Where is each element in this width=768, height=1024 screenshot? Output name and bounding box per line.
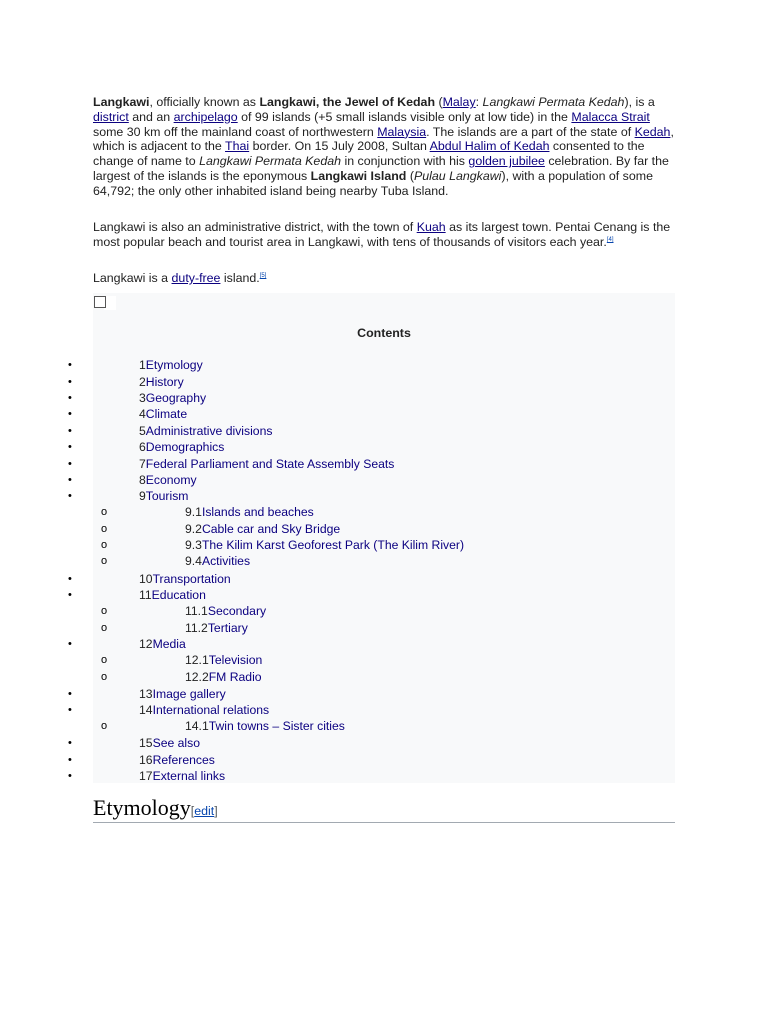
toc-number: 9.4 xyxy=(185,554,202,568)
toc-bullet: • xyxy=(68,359,72,371)
toc-label: Tourism xyxy=(145,489,189,503)
toc-number: 14 xyxy=(139,703,153,717)
toc-label: Etymology xyxy=(145,358,203,372)
toc-label: Federal Parliament and State Assembly Seats xyxy=(145,457,395,471)
toc-bullet: • xyxy=(68,737,72,749)
toc-number: 11.2 xyxy=(185,621,208,635)
toc-sub-bullet: o xyxy=(101,720,108,732)
toc-number: 16 xyxy=(139,753,153,767)
toc-bullet: • xyxy=(68,490,72,502)
section-title: Etymology xyxy=(93,795,191,820)
toc-section-link[interactable] xyxy=(139,571,231,587)
article-title-bold: Langkawi xyxy=(93,95,150,109)
malaysia-link[interactable]: Malaysia xyxy=(377,124,427,139)
toc-number: 11.1 xyxy=(185,604,208,618)
malay-name: Langkawi Permata Kedah xyxy=(482,95,625,109)
toc-label: References xyxy=(152,753,215,767)
toc-subsection-link[interactable] xyxy=(185,553,250,569)
toc-number: 9 xyxy=(139,489,146,503)
toc-number: 15 xyxy=(139,736,153,750)
toc-number: 1 xyxy=(139,358,146,372)
toc-label: Climate xyxy=(145,407,188,421)
reference-5-link[interactable]: [5] xyxy=(259,272,267,279)
toc-number: 14.1 xyxy=(185,719,209,733)
toc-bullet: • xyxy=(68,573,72,585)
toc-section-link[interactable] xyxy=(139,752,215,768)
district-paragraph: Langkawi is also an administrative district, with the town of Kuah as its largest town. Pentai Cenang is the most popular beach and tourist area in Langkawi, with tens of thousands of visitors each year.[4] xyxy=(93,220,671,249)
section-heading-etymology: Etymology[edit] xyxy=(93,795,675,823)
duty-free-paragraph: Langkawi is a duty-free island.[5] xyxy=(93,271,267,285)
toc-sub-bullet: o xyxy=(101,555,108,567)
toc-label: The Kilim Karst Geoforest Park (The Kilim River) xyxy=(201,538,465,552)
toc-title: Contents xyxy=(357,326,411,340)
toc-label: Twin towns – Sister cities xyxy=(208,719,345,733)
kedah-link[interactable]: Kedah xyxy=(634,124,671,139)
toc-section-link[interactable] xyxy=(139,488,188,504)
official-name: Langkawi, the Jewel of Kedah xyxy=(259,95,436,109)
toc-bullet: • xyxy=(68,688,72,700)
toc-label: Education xyxy=(151,588,206,602)
toc-subsection-link[interactable] xyxy=(185,521,340,537)
toc-section-link[interactable] xyxy=(139,472,197,488)
toc-number: 3 xyxy=(139,391,146,405)
toc-label: Demographics xyxy=(145,440,225,454)
reference-4 xyxy=(607,237,614,243)
toc-number: 2 xyxy=(139,375,146,389)
toc-label: FM Radio xyxy=(208,670,262,684)
toc-section-link[interactable] xyxy=(139,374,184,390)
toc-bullet: • xyxy=(68,392,72,404)
toc-section-link[interactable] xyxy=(139,406,187,422)
toc-sub-bullet: o xyxy=(101,654,108,666)
toc-label: Tertiary xyxy=(207,621,248,635)
toc-sub-bullet: o xyxy=(101,605,108,617)
toc-label: Secondary xyxy=(207,604,267,618)
toc-bullet: • xyxy=(68,638,72,650)
toc-sub-bullet: o xyxy=(101,506,108,518)
malay-link[interactable]: Malay xyxy=(442,95,476,109)
toc-label: Image gallery xyxy=(152,687,226,701)
toc-number: 9.3 xyxy=(185,538,202,552)
toc-subsection-link[interactable] xyxy=(185,718,345,734)
toc-sub-bullet: o xyxy=(101,671,108,683)
toc-label: International relations xyxy=(152,703,270,717)
toc-toggle-checkbox[interactable] xyxy=(94,296,106,308)
toc-sub-bullet: o xyxy=(101,622,108,634)
toc-bullet: • xyxy=(68,474,72,486)
golden-jubilee-link[interactable]: golden jubilee xyxy=(468,154,545,169)
sultan-link[interactable]: Abdul Halim of Kedah xyxy=(429,139,550,154)
pulau-name: Pulau Langkawi xyxy=(413,168,502,183)
toc-section-link[interactable] xyxy=(139,423,272,439)
toc-section-link[interactable] xyxy=(139,686,226,702)
toc-subsection-link[interactable] xyxy=(185,669,262,685)
toc-number: 8 xyxy=(139,473,146,487)
toc-label: History xyxy=(145,375,184,389)
toc-bullet: • xyxy=(68,770,72,782)
toc-label: Economy xyxy=(145,473,197,487)
malacca-strait-link[interactable]: Malacca Strait xyxy=(571,109,650,124)
toc-bullet: • xyxy=(68,589,72,601)
toc-subsection-link[interactable] xyxy=(185,603,266,619)
toc-label: Geography xyxy=(145,391,207,405)
toc-bullet: • xyxy=(68,458,72,470)
toc-number: 4 xyxy=(139,407,146,421)
toc-number: 13 xyxy=(139,687,153,701)
toc-number: 12 xyxy=(139,637,153,651)
toc-section-link[interactable] xyxy=(139,768,225,784)
toc-label: Activities xyxy=(201,554,251,568)
toc-label: See also xyxy=(152,736,200,750)
island-name: Langkawi Island xyxy=(310,168,407,183)
district-link[interactable]: district xyxy=(93,109,129,124)
toc-bullet: • xyxy=(68,754,72,766)
archipelago-link[interactable]: archipelago xyxy=(173,109,238,124)
toc-bullet: • xyxy=(68,376,72,388)
toc-number: 10 xyxy=(139,572,153,586)
new-name: Langkawi Permata Kedah xyxy=(199,154,341,169)
toc-number: 6 xyxy=(139,440,146,454)
intro-paragraph: Langkawi, officially known as Langkawi, the Jewel of Kedah (Malay: Langkawi Permata Kedah), is a district and an archipelago of 99 islands (+5 small islands visible only at low tide) in the Malacca Strait some 30 km off the mainland coast of northwestern Malaysia. The islands are a part of the state of Kedah, which is adjacent to the Thai border. On 15 July 2008, Sultan Abdul Halim of Kedah consented to the change of name to Langkawi Permata Kedah in conjunction with his golden jubilee celebration. By far the largest of the islands is the eponymous Langkawi Island (Pulau Langkawi), with a population of some 64,792; the only other inhabited island being nearby Tuba Island. xyxy=(93,95,674,198)
toc-bullet: • xyxy=(68,441,72,453)
toc-label: Cable car and Sky Bridge xyxy=(201,522,341,536)
toc-number: 7 xyxy=(139,457,146,471)
toc-number: 9.2 xyxy=(185,522,202,536)
toc-section-link[interactable] xyxy=(139,439,224,455)
toc-number: 12.1 xyxy=(185,653,209,667)
toc-section-link[interactable] xyxy=(139,587,206,603)
toc-number: 12.2 xyxy=(185,670,209,684)
toc-label: Administrative divisions xyxy=(145,424,273,438)
toc-number: 9.1 xyxy=(185,505,202,519)
reference-5 xyxy=(260,273,267,279)
toc-number: 11 xyxy=(139,588,152,602)
toc-subsection-link[interactable] xyxy=(185,620,248,636)
toc-sub-bullet: o xyxy=(101,539,108,551)
toc-label: External links xyxy=(152,769,226,783)
toc-label: Television xyxy=(208,653,263,667)
thai-link[interactable]: Thai xyxy=(225,139,250,154)
toc-label: Media xyxy=(152,637,186,651)
kuah-link[interactable]: Kuah xyxy=(416,220,446,234)
toc-section-link[interactable] xyxy=(139,456,394,472)
toc-subsection-link[interactable] xyxy=(185,652,262,668)
toc-number: 5 xyxy=(139,424,146,438)
toc-bullet: • xyxy=(68,425,72,437)
toc-label: Transportation xyxy=(152,572,231,586)
toc-section-link[interactable] xyxy=(139,390,206,406)
toc-subsection-link[interactable] xyxy=(185,537,464,553)
toc-number: 17 xyxy=(139,769,153,783)
toc-bullet: • xyxy=(68,408,72,420)
toc-section-link[interactable] xyxy=(139,702,269,718)
toc-section-link[interactable] xyxy=(139,735,200,751)
toc-section-link[interactable] xyxy=(139,357,203,373)
toc-subsection-link[interactable] xyxy=(185,504,314,520)
edit-link[interactable]: edit xyxy=(194,804,215,818)
duty-free-link[interactable]: duty-free xyxy=(171,271,221,285)
toc-sub-bullet: o xyxy=(101,523,108,535)
toc-label: Islands and beaches xyxy=(201,505,314,519)
reference-4-link[interactable]: [4] xyxy=(606,236,614,243)
toc-section-link[interactable] xyxy=(139,636,186,652)
toc-bullet: • xyxy=(68,704,72,716)
